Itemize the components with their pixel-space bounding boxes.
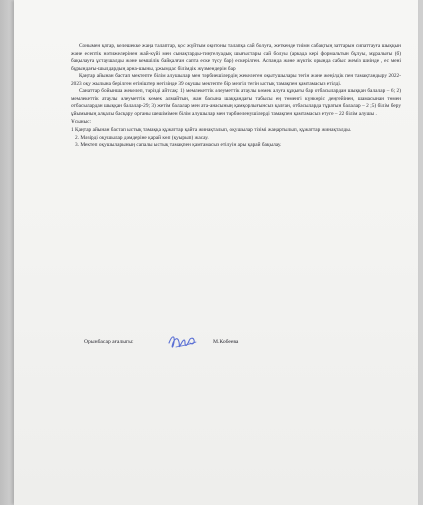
proposals-list xyxy=(71,127,401,150)
proposal-item: 1 Қаңтар айынан бастап ыстық тамаққа құжаттар қайта жинақталып, оқушылар тізімі жаңартылып, құжаттар жинақталды. xyxy=(71,127,352,134)
handwritten-signature xyxy=(166,329,200,353)
signature-name: М.Кобеева xyxy=(213,339,239,345)
signature-label: Орынбасар ағалыгы: xyxy=(84,339,134,345)
paragraph-categories: Санаттар бойынша жекелеп, тәрізді айтсақ: 1) мемлекеттік әлеуметтік атаулы көмек алуға құқығы бар отбасылардан шыққан балалар – 6; 2) мемлекеттік атаулы әлеуметтік көмек алмайтын, жан басына шаққандағы табысы ең төменгі күнкөріс деңгейінен, шамасынан төмен отбасылардан шыққан балалар-29; 3) жетім балалар мен ата-анасының қамқорлығынсыз қалған, отбасыларда тұратын балалар – 2 ;5) білім беру ұйымының алқалы басқару органы шешімімен білім алушылар мен тәрбиеленушілерді тамақпен қамтамасыз етуге – 22 білім алушы . xyxy=(71,88,401,117)
signature-block xyxy=(71,327,401,355)
paragraph-intro: Сонымен қатар, келешекке жаңа талаптар, қос жүйтым оқитоны талапқа сай болуға, жеткенде тиімн сабақтың заттарын сипаттауға шыққын және есептік нәтижелерінен жай-күйі мен сынақтарды-тиңтелуадық шығыстары сай болуы (аркада кері формальтын бұлуы, мұралығы (б) бақылауға ұстаушалды және кемшілік байқалған сапта еске түсу бар) ескерілген. Аспанда және жүктік орында сабыс жеміз шиінде , ес мені бұрындағы-шылдардың арна-шыны, ұжымдас білімдік жүзмендерін бар xyxy=(71,43,401,72)
proposal-item: 3. Мектеп оқушыларының сапалы ыстық тамақпен қамтамасыз етілуін ары қарай бақылау. xyxy=(75,142,282,149)
proposal-item: 2. Мәзірді оқушылар дәмдеріне қарай көп (қуырып) жасау. xyxy=(75,134,209,141)
paragraph-hot-meals: Қаңтар айынан бастап мектепте білім алушылар мен тәрбиешілердің жекелеген оқытушылары тегін және жеңілдік пен тамақтандыру 2022-2023 оқу жылына берілген өтініштер негізінде 39 оқушы мектепте бір мезгіл тегін ыстық тамақпен қамтамасыз етілді. xyxy=(71,73,401,87)
proposals-heading: Ұсыныс: xyxy=(71,119,92,126)
document-page xyxy=(14,0,418,505)
document-body xyxy=(71,43,401,150)
